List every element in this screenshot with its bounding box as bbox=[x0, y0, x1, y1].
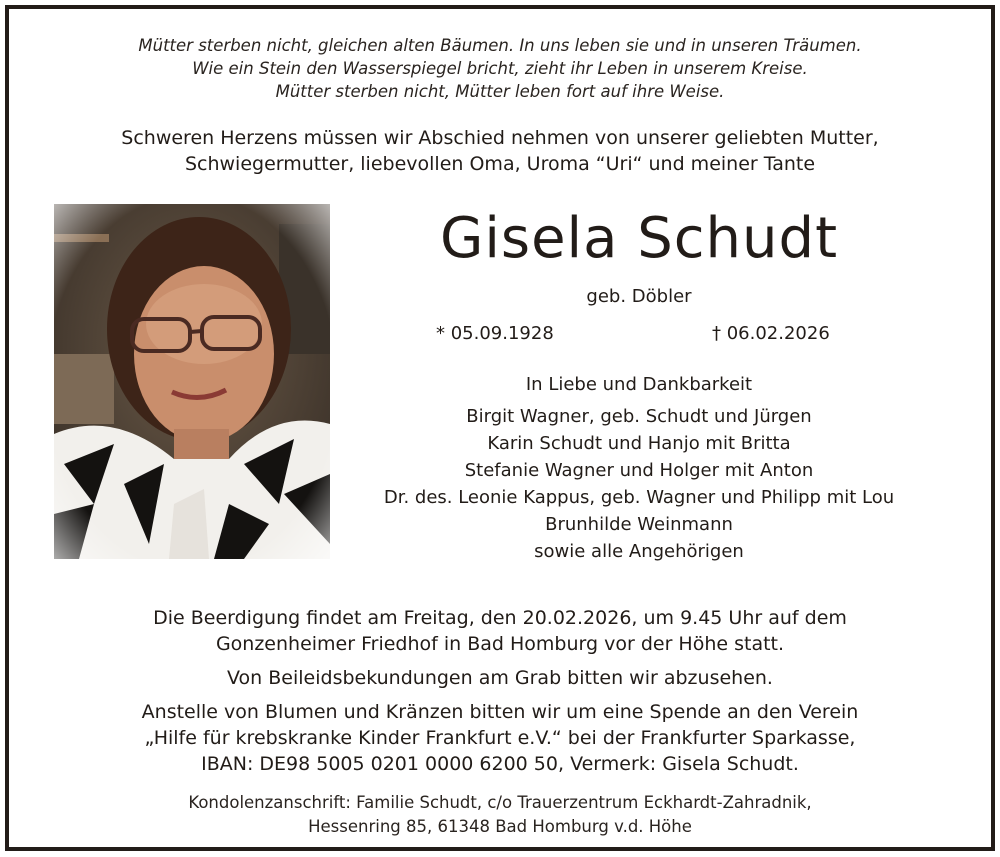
donation-line: „Hilfe für krebskranke Kinder Frankfurt e.V.“ bei der Frankfurter Sparkasse, bbox=[144, 727, 856, 749]
portrait-illustration bbox=[54, 204, 330, 559]
poem-line: Mütter sterben nicht, gleichen alten Bäumen. In uns leben sie und in unseren Träumen. bbox=[138, 36, 862, 55]
address-line: Hessenring 85, 61348 Bad Homburg v.d. Höhe bbox=[308, 817, 692, 836]
deceased-name: Gisela Schudt bbox=[439, 206, 839, 271]
funeral-line: Die Beerdigung findet am Freitag, den 20.02.2026, um 9.45 Uhr auf dem bbox=[153, 607, 847, 629]
mourner-name: Dr. des. Leonie Kappus, geb. Wagner und Philipp mit Lou bbox=[383, 487, 895, 508]
mourner-name: Karin Schudt und Hanjo mit Britta bbox=[487, 433, 791, 454]
death-date: † 06.02.2026 bbox=[712, 323, 830, 344]
intro-line: Schwiegermutter, liebevollen Oma, Uroma “Uri“ und meiner Tante bbox=[184, 153, 816, 175]
intro-line: Schweren Herzens müssen wir Abschied nehmen von unserer geliebten Mutter, bbox=[121, 127, 879, 149]
mourner-name: Birgit Wagner, geb. Schudt und Jürgen bbox=[466, 406, 812, 427]
birth-date: * 05.09.1928 bbox=[436, 323, 554, 344]
poem-line: Mütter sterben nicht, Mütter leben fort auf ihre Weise. bbox=[275, 82, 725, 101]
donation-line: IBAN: DE98 5005 0201 0000 6200 50, Vermerk: Gisela Schudt. bbox=[201, 753, 799, 775]
poem-line: Wie ein Stein den Wasserspiegel bricht, zieht ihr Leben in unserem Kreise. bbox=[192, 59, 808, 78]
funeral-line: Gonzenheimer Friedhof in Bad Homburg vor der Höhe statt. bbox=[215, 633, 785, 655]
portrait-photo bbox=[54, 204, 330, 559]
condolence-note: Von Beileidsbekundungen am Grab bitten wir abzusehen. bbox=[227, 667, 773, 689]
obituary-frame bbox=[5, 5, 995, 851]
address-line: Kondolenzanschrift: Familie Schudt, c/o Trauerzentrum Eckhardt-Zahradnik, bbox=[188, 793, 812, 812]
mourners-block bbox=[349, 371, 929, 565]
donation-line: Anstelle von Blumen und Kränzen bitten wir um eine Spende an den Verein bbox=[141, 701, 859, 723]
poem bbox=[9, 34, 991, 103]
mourner-name: Stefanie Wagner und Holger mit Anton bbox=[464, 460, 814, 481]
funeral-info bbox=[9, 605, 991, 777]
condolence-address bbox=[9, 791, 991, 839]
mourner-name: Brunhilde Weinmann bbox=[545, 514, 733, 535]
mourner-name: sowie alle Angehörigen bbox=[534, 541, 744, 562]
birth-name: geb. Döbler bbox=[586, 286, 692, 307]
intro-text bbox=[9, 125, 991, 177]
mourners-heading: In Liebe und Dankbarkeit bbox=[525, 374, 753, 395]
